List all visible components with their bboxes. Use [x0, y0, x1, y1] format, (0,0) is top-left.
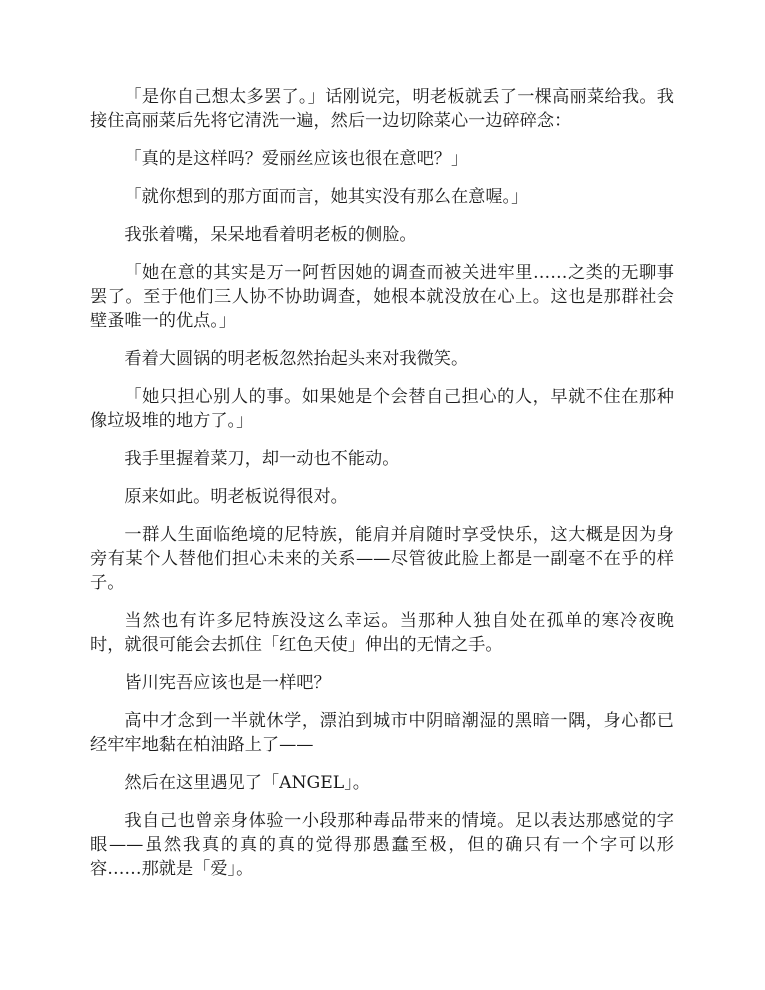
paragraph-11: 当然也有许多尼特族没这么幸运。当那种人独自处在孤单的寒冷夜晚时，就很可能会去抓住「红色天使」伸出的无情之手。 — [90, 611, 674, 655]
paragraph-1: 「是你自己想太多罢了。」话刚说完，明老板就丢了一棵高丽菜给我。我接住高丽菜后先将它清洗一遍，然后一边切除菜心一边碎碎念： — [90, 87, 674, 131]
paragraph-8: 我手里握着菜刀，却一动也不能动。 — [124, 449, 400, 469]
paragraph-2: 「真的是这样吗？爱丽丝应该也很在意吧？」 — [124, 149, 469, 169]
paragraph-7: 「她只担心别人的事。如果她是个会替自己担心的人，早就不住在那种像垃圾堆的地方了。」 — [90, 387, 674, 431]
paragraph-6: 看着大圆锅的明老板忽然抬起头来对我微笑。 — [124, 349, 469, 369]
paragraph-13: 高中才念到一半就休学，漂泊到城市中阴暗潮湿的黑暗一隅，身心都已经牢牢地黏在柏油路上了—— — [90, 711, 674, 755]
paragraph-12: 皆川宪吾应该也是一样吧？ — [124, 673, 331, 693]
document-page — [90, 85, 674, 895]
paragraph-4: 我张着嘴，呆呆地看着明老板的侧脸。 — [124, 225, 417, 245]
paragraph-5: 「她在意的其实是万一阿哲因她的调查而被关进牢里……之类的无聊事罢了。至于他们三人协不协助调查，她根本就没放在心上。这也是那群社会壁蚤唯一的优点。」 — [90, 263, 674, 331]
paragraph-15: 我自己也曾亲身体验一小段那种毒品带来的情境。足以表达那感觉的字眼——虽然我真的真的真的觉得那愚蠢至极，但的确只有一个字可以形容……那就是「爱」。 — [90, 811, 674, 879]
paragraph-3: 「就你想到的那方面而言，她其实没有那么在意喔。」 — [124, 187, 529, 207]
paragraph-10: 一群人生面临绝境的尼特族，能肩并肩随时享受快乐，这大概是因为身旁有某个人替他们担心未来的关系——尽管彼此脸上都是一副毫不在乎的样子。 — [90, 525, 674, 593]
paragraph-9: 原来如此。明老板说得很对。 — [124, 487, 348, 507]
paragraph-14: 然后在这里遇见了「ANGEL」。 — [124, 773, 370, 793]
